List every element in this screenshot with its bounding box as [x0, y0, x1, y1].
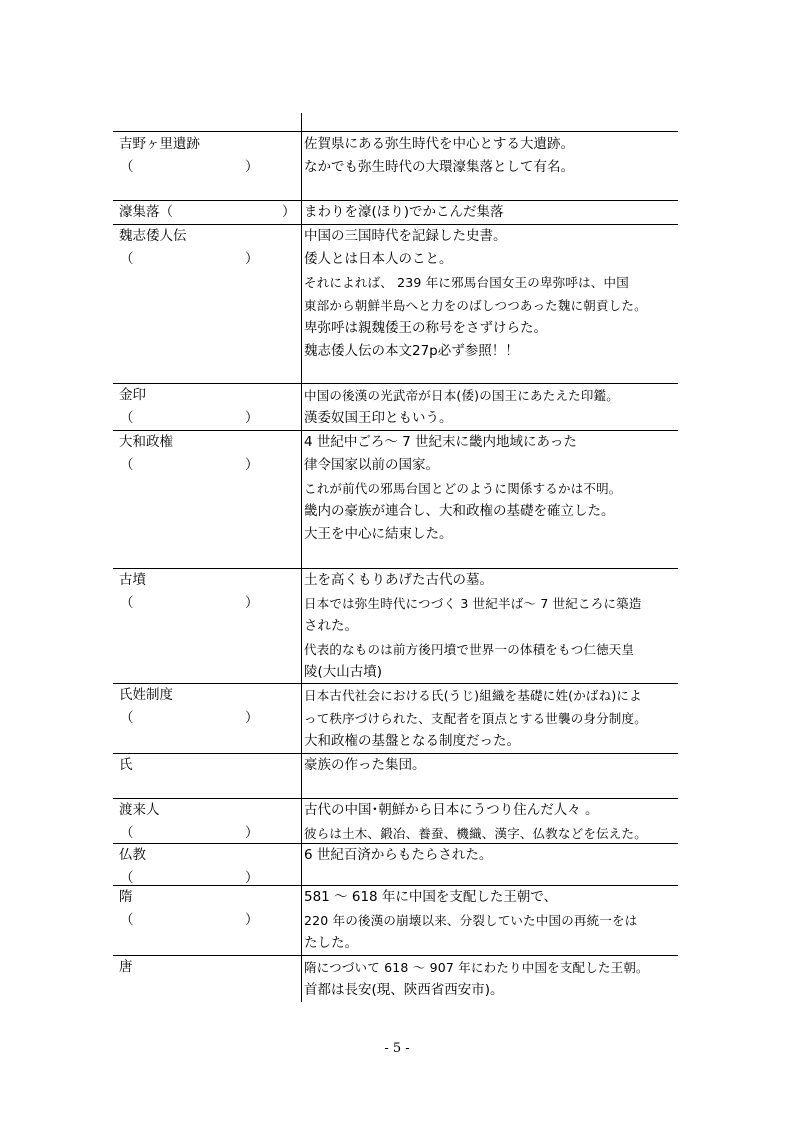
- definition-line: 畿内の豪族が連合し、大和政権の基礎を確立した。: [304, 503, 615, 519]
- definition-line: 中国の三国時代を記録した史書。: [304, 228, 507, 244]
- term-label: 吉野ヶ里遺跡: [119, 136, 200, 152]
- definition-line: 大和政権の基盤となる制度だった。: [304, 733, 520, 749]
- definition-line: たした。: [304, 935, 358, 951]
- term-cell: [119, 384, 299, 430]
- definition-line: 大王を中心に結束した。: [304, 526, 453, 542]
- term-label: 金印: [119, 387, 146, 403]
- definition-cell: [304, 384, 684, 430]
- definition-cell: [304, 201, 684, 224]
- term-label: 隋: [119, 889, 133, 905]
- definition-line: 土を高くもりあげた古代の墓。: [304, 572, 493, 588]
- term-label: 魏志倭人伝: [119, 228, 187, 244]
- answer-blank: （ ）: [120, 912, 259, 928]
- definition-line: 隋につづいて 618 ～ 907 年にわたり中国を支配した王朝。: [304, 960, 649, 975]
- definition-line: 魏志倭人伝の本文27p必ず参照！！: [304, 343, 519, 359]
- term-label: 仏教: [119, 847, 146, 863]
- definition-line: 220 年の後漢の崩壊以来、分裂していた中国の再統一をは: [304, 913, 638, 928]
- definition-line: まわりを濠(ほり)でかこんだ集落: [304, 204, 504, 220]
- term-cell: [119, 569, 299, 615]
- definition-line: 6 世紀百済からもたらされた。: [304, 847, 493, 863]
- definition-line: 彼らは土木、鍛冶、養蚕、機織、漢字、仏教などを伝えた。: [304, 826, 647, 841]
- term-cell: [119, 844, 299, 890]
- term-cell: [119, 133, 299, 179]
- term-label: 大和政権: [119, 434, 173, 450]
- definition-cell: [304, 431, 684, 546]
- definition-cell: [304, 799, 684, 845]
- term-cell: [119, 799, 299, 845]
- definition-line: 4 世紀中ごろ～ 7 世紀末に畿内地域にあった: [304, 434, 577, 450]
- column-divider: [301, 113, 302, 1002]
- term-label: 渡来人: [119, 802, 160, 818]
- definition-line: 首都は長安(現、陝西省西安市)。: [304, 982, 504, 998]
- definition-line: 古代の中国･朝鮮から日本にうつり住んだ人々 。: [304, 802, 599, 818]
- definition-line: 581 ～ 618 年に中国を支配した王朝で、: [304, 889, 558, 905]
- term-cell: [119, 225, 299, 271]
- definition-line: 東部から朝鮮半島へと力をのばしつつあった魏に朝貢した。: [304, 298, 647, 313]
- definition-line: 日本古代社会における氏(うじ)組織を基礎に姓(かばね)によ: [304, 688, 642, 703]
- answer-blank: （ ）: [120, 159, 259, 175]
- answer-blank: （ ）: [120, 595, 259, 611]
- definition-line: された。: [304, 618, 358, 634]
- definition-line: 倭人とは日本人のこと。: [304, 251, 453, 267]
- term-label: 濠集落（: [119, 204, 173, 220]
- term-cell: [119, 431, 299, 477]
- definition-line: なかでも弥生時代の大環濠集落として有名。: [304, 159, 574, 175]
- term-cell: [119, 684, 299, 730]
- answer-blank: （ ）: [120, 870, 259, 886]
- term-label: 古墳: [119, 572, 146, 588]
- definition-line: 陵(大山古墳): [304, 664, 383, 680]
- definition-cell: [304, 684, 684, 753]
- row-rule: [113, 131, 678, 132]
- definition-line: 漢委奴国王印ともいう。: [304, 410, 453, 426]
- definition-cell: [304, 844, 684, 867]
- page-number: - 5 -: [384, 1041, 410, 1056]
- definition-line: 代表的なものは前方後円墳で世界一の体積をもつ仁徳天皇: [304, 642, 635, 657]
- definition-cell: [304, 569, 684, 684]
- definition-cell: [304, 886, 684, 955]
- definition-cell: [304, 956, 684, 1002]
- definition-cell: [304, 133, 684, 179]
- definition-cell: [304, 754, 684, 777]
- answer-blank: （ ）: [120, 410, 259, 426]
- definition-line: 卑弥呼は親魏倭王の称号をさずけらた。: [304, 320, 547, 336]
- term-label: 氏: [119, 757, 133, 773]
- answer-blank: （ ）: [120, 251, 259, 267]
- definition-line: って秩序づけられた、支配者を頂点とする世襲の身分制度。: [304, 711, 647, 726]
- definition-cell: [304, 225, 684, 363]
- term-label: 氏姓制度: [119, 687, 173, 703]
- answer-blank: （ ）: [120, 457, 259, 473]
- answer-blank: （ ）: [120, 710, 259, 726]
- answer-blank: （ ）: [120, 825, 259, 841]
- definition-line: 律令国家以前の国家。: [304, 457, 439, 473]
- answer-blank-close: ）: [282, 204, 296, 220]
- definition-line: 豪族の作った集団。: [304, 757, 426, 773]
- definition-line: 中国の後漢の光武帝が日本(倭)の国王にあたえた印鑑。: [304, 388, 619, 403]
- definition-line: 佐賀県にある弥生時代を中心とする大遺跡。: [304, 136, 574, 152]
- term-label: 唐: [119, 959, 133, 975]
- definition-line: これが前代の邪馬台国とどのように関係するかは不明。: [304, 481, 622, 496]
- term-cell: [119, 754, 299, 777]
- term-cell: [119, 886, 299, 932]
- term-cell: [119, 201, 299, 224]
- definition-line: それによれば、 239 年に邪馬台国女王の卑弥呼は、中国: [304, 275, 629, 290]
- definition-line: 日本では弥生時代につづく 3 世紀半ば～ 7 世紀ころに築造: [304, 596, 642, 611]
- term-cell: [119, 956, 299, 979]
